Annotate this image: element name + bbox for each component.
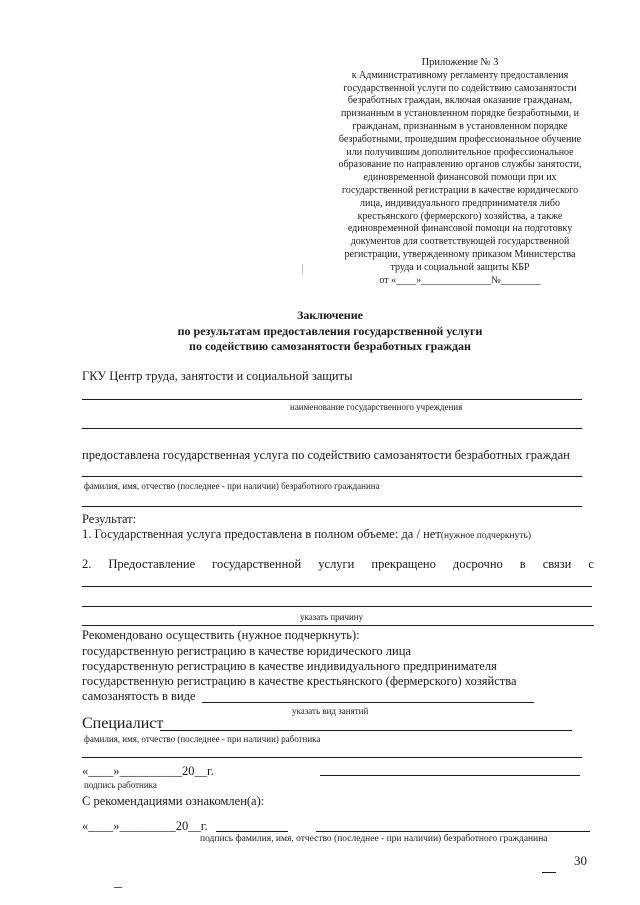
appendix-line: признанным в установленном порядке безработными, и: [341, 108, 579, 120]
appendix-line: гражданам, признанным в установленном порядке: [352, 120, 568, 132]
result-item-1-note: (нужное подчеркнуть): [440, 531, 532, 541]
page-number-mark: [542, 872, 556, 873]
institution-field-line[interactable]: [82, 399, 582, 400]
reason-caption: указать причину: [300, 612, 364, 622]
result-item-2: [82, 557, 594, 572]
specialist-name-line[interactable]: [160, 730, 572, 731]
appendix-line: или получившим дополнительное профессиональное: [346, 146, 574, 158]
recommend-option-entrepreneur[interactable]: государственную регистрацию в качестве индивидуального предпринимателя: [82, 659, 497, 673]
appendix-line: образование по направлению органов службы занятости,: [338, 159, 582, 171]
result-item-1: [82, 527, 531, 542]
institution-name: ГКУ Центр труда, занятости и социальной защиты: [82, 369, 353, 383]
scan-speck: [114, 887, 122, 888]
appendix-line: безработных граждан, включая оказание гражданам,: [347, 95, 573, 107]
acknowledge-label: С рекомендациями ознакомлен(а):: [82, 794, 265, 808]
acknowledge-caption: подпись фамилия, имя, отчество (последнее - при наличии) безработного гражданина: [200, 834, 548, 844]
appendix-line: единовременной финансовой помощи при их: [363, 172, 557, 184]
institution-field-line-2[interactable]: [82, 428, 582, 429]
recommend-option-legal-entity[interactable]: государственную регистрацию в качестве юридического лица: [82, 644, 411, 658]
result-item-2-word: услуги: [318, 557, 355, 571]
appendix-line: государственной услуги по содействию самозанятости: [343, 82, 577, 94]
result-item-2-word: в: [519, 557, 526, 571]
page-number: 30: [574, 853, 587, 868]
recommend-option-farm[interactable]: государственную регистрацию в качестве крестьянского (фермерского) хозяйства: [82, 674, 517, 688]
acknowledge-name-line[interactable]: [316, 831, 590, 832]
result-item-2-word: государственной: [212, 557, 302, 571]
conclusion-subtitle: по результатам предоставления государственной услуги: [177, 323, 483, 338]
appendix-line: труда и социальной защиты КБР: [390, 261, 530, 273]
result-item-2-word: с: [588, 557, 594, 571]
appendix-line: регистрации, утвержденному приказом Министерства: [344, 248, 576, 260]
appendix-line: к Административному регламенту предоставления: [351, 69, 569, 81]
result-item-1-text: 1. Государственная услуга предоставлена в полном объеме: да / нет: [82, 527, 441, 541]
service-statement: предоставлена государственная услуга по содействию самозанятости безработных граждан: [82, 448, 570, 462]
specialist-field-line[interactable]: [82, 757, 582, 758]
institution-caption: наименование государственного учреждения: [290, 402, 463, 412]
result-label: Результат:: [82, 512, 137, 526]
specialist-signature-caption: подпись работника: [84, 780, 157, 790]
appendix-line: крестьянского (фермерского) хозяйства, а также: [357, 210, 563, 222]
specialist-signature-line[interactable]: [320, 775, 580, 776]
citizen-field-line-2[interactable]: [82, 506, 582, 507]
result-item-2-word: досрочно: [452, 557, 503, 571]
reason-field-line-2[interactable]: [82, 606, 592, 607]
scan-speck: [302, 264, 303, 274]
appendix-line: единовременной финансовой помощи на подготовку: [347, 223, 573, 235]
appendix-line: государственной регистрации в качестве юридического: [341, 184, 579, 196]
appendix-header: [325, 57, 595, 287]
specialist-date[interactable]: «____»__________20__г.: [82, 764, 214, 778]
appendix-line: безработными, прошедшим профессиональное обучение: [338, 133, 582, 145]
appendix-date-line: от «____»______________№________: [379, 274, 541, 286]
specialist-label: Специалист: [82, 715, 164, 732]
result-item-2-word: связи: [542, 557, 572, 571]
section-divider: [82, 625, 594, 626]
appendix-line: лица, индивидуального предпринимателя либо: [359, 197, 560, 209]
result-item-2-word: прекращено: [371, 557, 436, 571]
conclusion-subtitle: по содействию самозанятости безработных граждан: [189, 339, 471, 353]
acknowledge-date[interactable]: «____»_________20__г.: [82, 819, 208, 833]
conclusion-title: Заключение: [297, 308, 363, 322]
reason-field-line[interactable]: [82, 586, 592, 587]
activity-caption: указать вид занятий: [292, 706, 369, 716]
conclusion-heading: [80, 308, 580, 355]
result-item-2-word: Предоставление: [108, 557, 196, 571]
appendix-line: документов для соответствующей государственной: [350, 236, 570, 248]
citizen-caption: фамилия, имя, отчество (последнее - при наличии) безработного гражданина: [84, 481, 380, 491]
activity-field-line[interactable]: [202, 702, 534, 703]
acknowledge-signature-line[interactable]: [216, 831, 288, 832]
recommend-title: Рекомендовано осуществить (нужное подчеркнуть):: [82, 628, 360, 642]
appendix-title: Приложение № 3: [421, 57, 499, 68]
citizen-field-line[interactable]: [82, 476, 582, 477]
specialist-caption: фамилия, имя, отчество (последнее - при наличии) работника: [84, 734, 321, 744]
result-item-2-word: 2.: [82, 557, 92, 571]
recommend-option-self-employment[interactable]: самозанятость в виде: [82, 689, 196, 703]
